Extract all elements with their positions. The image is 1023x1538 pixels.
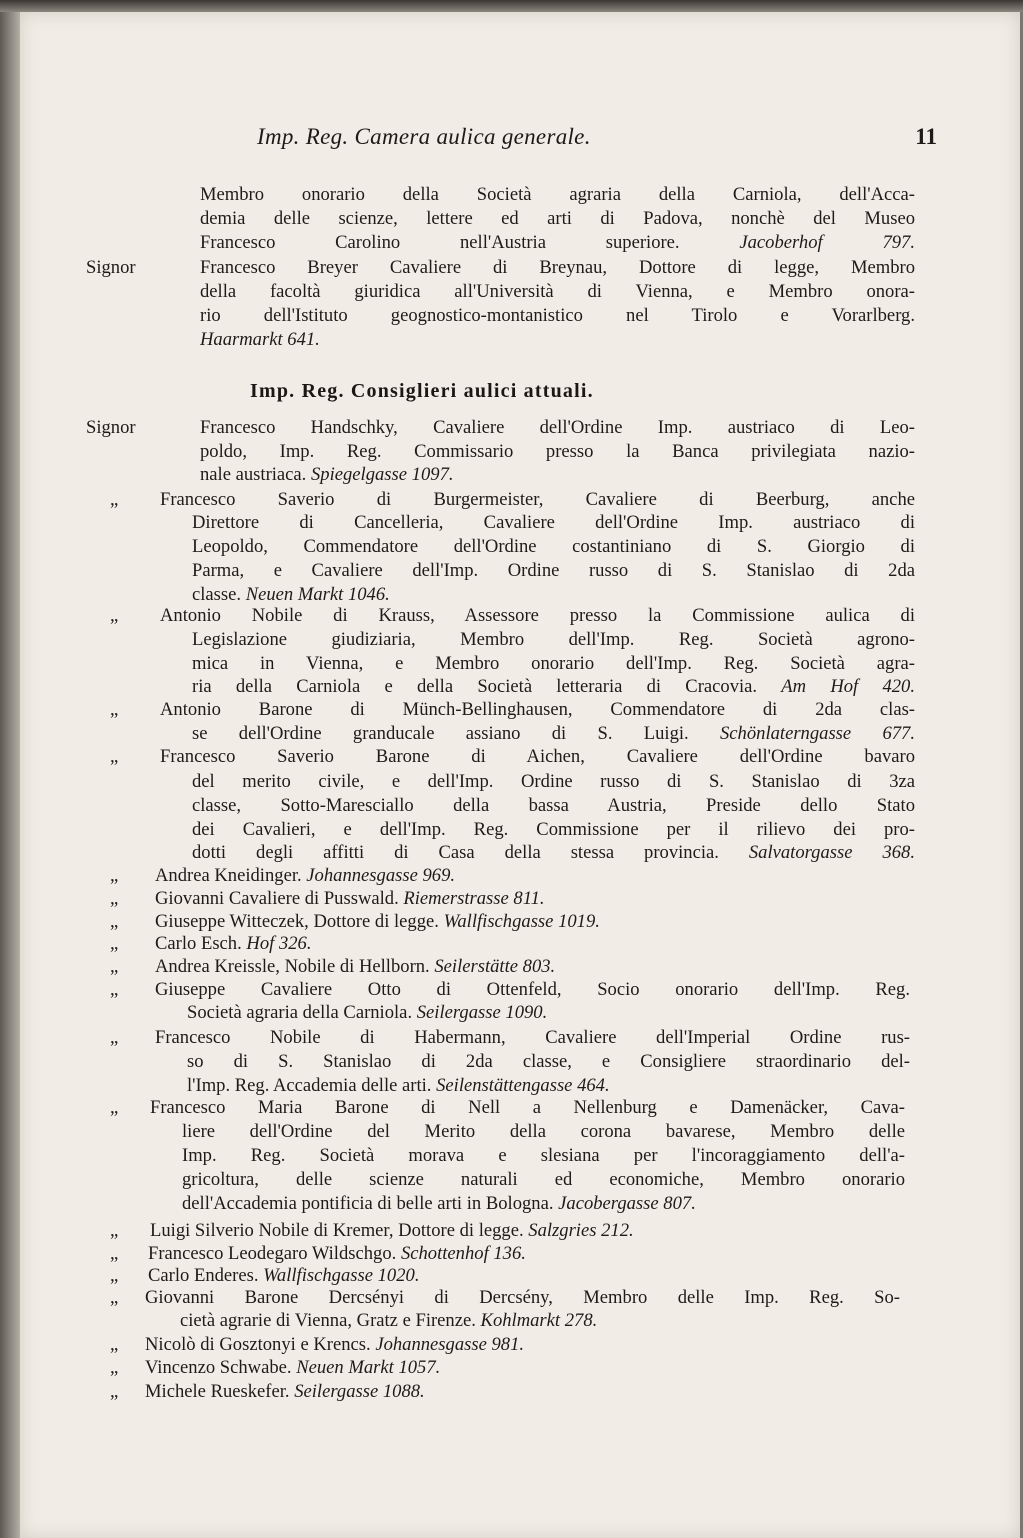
street-address: Seilergasse 1090. (416, 1002, 548, 1023)
text-line: Francesco Handschky, Cavaliere dell'Ordine Imp. austriaco di Leo- (200, 417, 915, 438)
ditto-mark: „ (110, 1097, 119, 1118)
text-line: dotti degli affitti di Casa della stessa provincia. Salvatorgasse 368. (192, 842, 915, 863)
street-address: Hof 326. (246, 933, 312, 954)
text-line: rio dell'Istituto geognostico-montanistico nel Tirolo e Vorarlberg. (200, 305, 915, 326)
text-line: cietà agrarie di Vienna, Gratz e Firenze. Kohlmarkt 278. (180, 1310, 598, 1331)
street-address: Neuen Markt 1046. (245, 584, 390, 605)
street-address: Johannesgasse 981. (375, 1334, 525, 1355)
ditto-mark: „ (110, 1357, 119, 1378)
street-address: Am Hof 420. (781, 676, 915, 697)
ditto-mark: „ (110, 1334, 119, 1355)
scan-top-edge (0, 0, 1023, 12)
text-line: dell'Accademia pontificia di belle arti in Bologna. Jacobergasse 807. (182, 1193, 696, 1214)
text-line: Antonio Barone di Münch-Bellinghausen, Commendatore di 2da clas- (160, 699, 915, 720)
text-line: dei Cavalieri, e dell'Imp. Reg. Commissione per il rilievo dei pro- (192, 819, 915, 840)
ditto-mark: „ (110, 956, 119, 977)
text-line: Giovanni Barone Dercsényi di Dercsény, Membro delle Imp. Reg. So- (145, 1287, 900, 1308)
text-line: della facoltà giuridica all'Università di Vienna, e Membro onora- (200, 281, 915, 302)
street-address: Kohlmarkt 278. (480, 1310, 598, 1331)
ditto-mark: „ (110, 605, 119, 626)
text-line: nale austriaca. Spiegelgasse 1097. (200, 464, 454, 485)
text-line (200, 329, 320, 351)
text-line: Francesco Saverio Barone di Aichen, Cavaliere dell'Ordine bavaro (160, 746, 915, 767)
street-address: Salvatorgasse 368. (748, 842, 915, 863)
street-address: Riemerstrasse 811. (403, 888, 545, 909)
street-address: Salzgries 212. (528, 1220, 634, 1241)
text-line: Leopoldo, Commendatore dell'Ordine costantiniano di S. Giorgio di (192, 536, 915, 557)
street-address: Wallfischgasse 1019. (443, 911, 600, 932)
text-line: Nicolò di Gosztonyi e Krencs. Johannesgasse 981. (145, 1334, 525, 1355)
text-line: Giuseppe Witteczek, Dottore di legge. Wallfischgasse 1019. (155, 911, 600, 932)
ditto-mark: „ (110, 979, 119, 1000)
text-line: Francesco Breyer Cavaliere di Breynau, Dottore di legge, Membro (200, 257, 915, 278)
book-page (20, 12, 1020, 1538)
text-line: Direttore di Cancelleria, Cavaliere dell'Ordine Imp. austriaco di (192, 512, 915, 533)
scan-left-edge (0, 12, 20, 1538)
street-address: Wallfischgasse 1020. (263, 1265, 420, 1286)
text-line: Andrea Kneidinger. Johannesgasse 969. (155, 865, 456, 886)
ditto-mark: „ (110, 888, 119, 909)
ditto-mark: „ (110, 865, 119, 886)
header-title: Imp. Reg. Camera aulica generale. (257, 124, 591, 149)
text-line: Michele Rueskefer. Seilergasse 1088. (145, 1381, 425, 1402)
street-address: Spiegelgasse 1097. (310, 464, 454, 485)
text-line: Francesco Carolino nell'Austria superiore. Jacoberhof 797. (200, 232, 916, 253)
text-line: classe. Neuen Markt 1046. (192, 584, 390, 605)
ditto-mark: „ (110, 1220, 119, 1241)
text-line: Francesco Saverio di Burgermeister, Cavaliere di Beerburg, anche (160, 489, 915, 510)
text-line: Carlo Enderes. Wallfischgasse 1020. (148, 1265, 420, 1286)
text-line: Luigi Silverio Nobile di Kremer, Dottore di legge. Salzgries 212. (150, 1220, 634, 1241)
street-address: Seilergasse 1088. (294, 1381, 425, 1402)
honorific-prefix: Signor (86, 417, 136, 438)
running-header (257, 124, 937, 150)
ditto-mark: „ (110, 911, 119, 932)
text-line: l'Imp. Reg. Accademia delle arti. Seilenstättengasse 464. (187, 1075, 610, 1096)
text-line: Membro onorario della Società agraria della Carniola, dell'Acca- (200, 184, 915, 205)
ditto-mark: „ (110, 1381, 119, 1402)
text-line: se dell'Ordine granducale assiano di S. Luigi. Schönlaterngasse 677. (192, 723, 915, 744)
text-line: liere dell'Ordine del Merito della corona bavarese, Membro delle (182, 1121, 905, 1142)
text-line: Imp. Reg. Società morava e slesiana per l'incoraggiamento dell'a- (182, 1145, 905, 1166)
text-line: Giuseppe Cavaliere Otto di Ottenfeld, Socio onorario dell'Imp. Reg. (155, 979, 910, 1000)
street-address: Haarmarkt 641. (200, 329, 320, 350)
street-address: Schottenhof 136. (400, 1243, 526, 1264)
text-line: Società agraria della Carniola. Seilergasse 1090. (187, 1002, 548, 1023)
text-line: del merito civile, e dell'Imp. Ordine russo di S. Stanislao di 3za (192, 771, 915, 792)
ditto-mark: „ (110, 489, 119, 510)
street-address: Seilerstätte 803. (434, 956, 556, 977)
ditto-mark: „ (110, 1243, 119, 1264)
ditto-mark: „ (110, 746, 119, 767)
text-line: Antonio Nobile di Krauss, Assessore presso la Commissione aulica di (160, 605, 915, 626)
text-line: mica in Vienna, e Membro onorario dell'Imp. Reg. Società agra- (192, 653, 915, 674)
text-line: Francesco Maria Barone di Nell a Nellenburg e Damenäcker, Cava- (150, 1097, 905, 1118)
street-address: Schönlaterngasse 677. (720, 723, 915, 744)
text-line: classe, Sotto-Maresciallo della bassa Austria, Preside dello Stato (192, 795, 915, 816)
text-line: ria della Carniola e della Società letteraria di Cracovia. Am Hof 420. (192, 676, 915, 697)
text-line: demia delle scienze, lettere ed arti di Padova, nonchè del Museo (200, 208, 915, 229)
text-line: Legislazione giudiziaria, Membro dell'Imp. Reg. Società agrono- (192, 629, 915, 650)
street-address: Jacobergasse 807. (558, 1193, 696, 1214)
text-line: Giovanni Cavaliere di Pusswald. Riemerstrasse 811. (155, 888, 545, 909)
page-number: 11 (915, 124, 937, 149)
text-line: Carlo Esch. Hof 326. (155, 933, 312, 954)
ditto-mark: „ (110, 1287, 119, 1308)
ditto-mark: „ (110, 933, 119, 954)
text-line: Vincenzo Schwabe. Neuen Markt 1057. (145, 1357, 441, 1378)
street-address: Neuen Markt 1057. (296, 1357, 441, 1378)
text-line: Francesco Nobile di Habermann, Cavaliere dell'Imperial Ordine rus- (155, 1027, 910, 1048)
text-line: gricoltura, delle scienze naturali ed economiche, Membro onorario (182, 1169, 905, 1190)
honorific-prefix: Signor (86, 257, 136, 278)
street-address: Jacoberhof 797. (739, 232, 916, 253)
ditto-mark: „ (110, 1027, 119, 1048)
text-line: Andrea Kreissle, Nobile di Hellborn. Seilerstätte 803. (155, 956, 556, 977)
street-address: Johannesgasse 969. (306, 865, 456, 886)
ditto-mark: „ (110, 699, 119, 720)
street-address: Seilenstättengasse 464. (436, 1075, 610, 1096)
ditto-mark: „ (110, 1265, 119, 1286)
section-heading: Imp. Reg. Consiglieri aulici attuali. (250, 380, 594, 402)
text-line: poldo, Imp. Reg. Commissario presso la Banca privilegiata nazio- (200, 441, 915, 462)
text-line: Francesco Leodegaro Wildschgo. Schottenhof 136. (148, 1243, 526, 1264)
text-line: so di S. Stanislao di 2da classe, e Consigliere straordinario del- (187, 1051, 910, 1072)
text-line: Parma, e Cavaliere dell'Imp. Ordine russo di S. Stanislao di 2da (192, 560, 915, 581)
